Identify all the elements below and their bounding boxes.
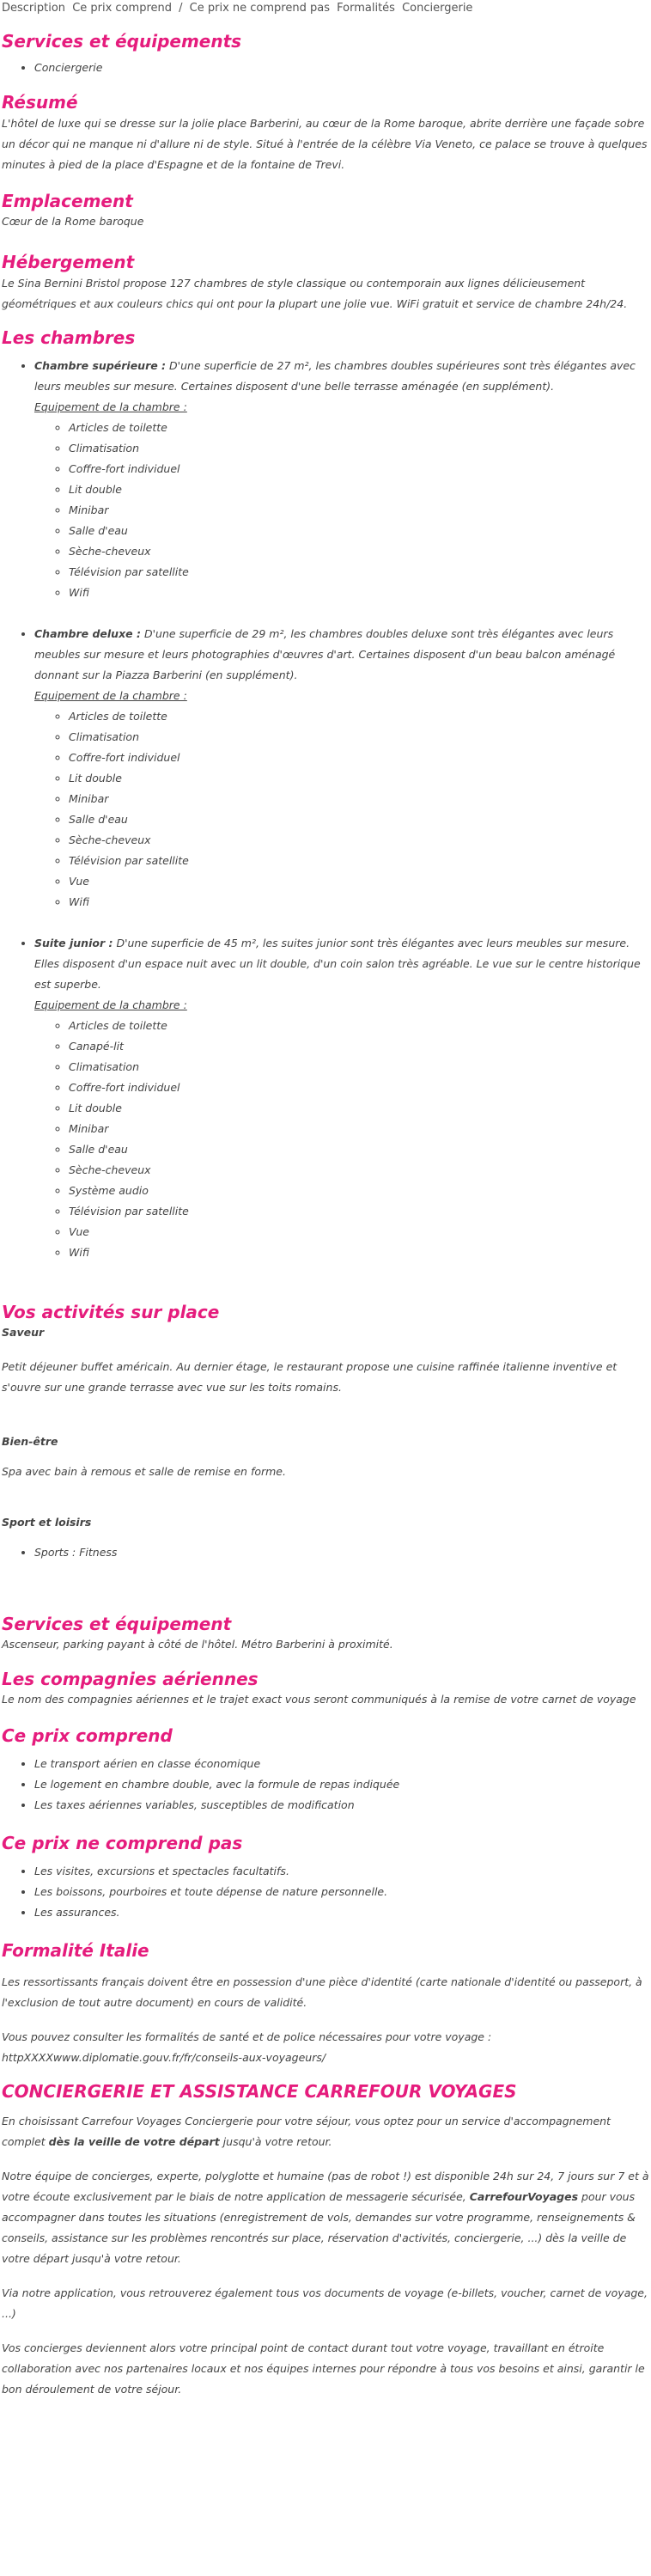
services-bottom-title: Services et équipement [2,1614,232,1634]
bienetre-text: Spa avec bain à remous et salle de remise en forme. [2,1465,286,1478]
room-desc: D'une superficie de 45 m², les suites junior sont très élégantes avec leurs meubles sur mesure. Elles disposent d'un espace nuit avec un lit double, d'un coin salon très agréable. Le vue sur le centre historique est superbe. [34,937,641,991]
equip-list [34,418,651,603]
services-top-list [2,58,651,76]
tab-separator: / [179,2,183,15]
conciergerie-p3: Via notre application, vous retrouverez également tous vos documents de voyage (e-billets, voucher, carnet de voyage, ...) [2,2286,648,2320]
room-name: Suite junior : [34,937,113,949]
list-item: ◦ Télévision par satellite [69,562,651,583]
list-item: ◦ Sèche-cheveux [69,541,651,562]
list-item: ◦ Wifi [69,892,651,913]
compagnies-text: Le nom des compagnies aériennes et le trajet exact vous seront communiqués à la remise de votre carnet de voyage [2,1693,636,1706]
text-span: Notre équipe de concierges, experte, polyglotte et humaine (pas de robot !) est disponible 24h sur 24, 7 jours sur 7 et à votre écoute exclusivement par le biais de notre application de messagerie sécurisée, [2,2170,649,2203]
equip-list [34,1016,651,1263]
tab-ce-prix-ne-comprend-pas[interactable]: Ce prix ne comprend pas [189,2,330,15]
list-item: ◦ Télévision par satellite [69,1201,651,1222]
list-item: • Les visites, excursions et spectacles facultatifs. [34,1861,651,1882]
list-item: ◦ Sèche-cheveux [69,830,651,851]
rooms-list [2,356,651,1263]
conciergerie-p1 [2,2111,651,2152]
resume-title: Résumé [2,92,78,113]
hebergement-title: Hébergement [2,252,135,272]
list-item: ◦ Télévision par satellite [69,851,651,871]
tab-ce-prix-comprend[interactable]: Ce prix comprend [72,2,172,15]
chambres-title: Les chambres [2,327,136,348]
list-item: ◦ Lit double [69,479,651,500]
tab-bar [0,0,651,17]
room-desc: D'une superficie de 29 m², les chambres doubles deluxe sont très élégantes avec leurs meubles sur mesure et leurs photographies d'œuvres d'art. Certaines disposent d'un beau balcon aménagé donnant sur la Piazza Barberini (en supplément). [34,627,616,681]
services-top-title: Services et équipements [2,31,242,52]
list-item: ◦ Minibar [69,500,651,521]
formalite-health-text: Vous pouvez consulter les formalités de santé et de police nécessaires pour votre voyage : [2,2030,492,2043]
list-item: ◦ Coffre-fort individuel [69,748,651,768]
list-item: ◦ Salle d'eau [69,521,651,541]
list-item: ◦ Articles de toilette [69,1016,651,1036]
conciergerie-p4: Vos concierges deviennent alors votre principal point de contact durant tout votre voyage, travaillant en étroite collaboration avec nos partenaires locaux et nos équipes internes pour répondre à tous vos besoins et ainsi, garantir le bon déroulement de votre séjour. [2,2341,645,2396]
bold-span: CarrefourVoyages [469,2190,579,2203]
text-span: pour vous accompagner dans toutes les situations (enregistrement de vols, demandes sur votre programme, renseignements & conseils, assistance sur les problèmes rencontrés sur place, réservation d'activités, conciergerie, ...) dès la veille de votre départ jusqu'à votre retour. [2,2190,636,2265]
list-item: ◦ Articles de toilette [69,418,651,438]
list-item: • Les assurances. [34,1902,651,1923]
sport-list [2,1543,651,1561]
saveur-text: Petit déjeuner buffet américain. Au dernier étage, le restaurant propose une cuisine raffinée italienne inventive et s'ouvre sur une grande terrasse avec vue sur les toits romains. [2,1360,618,1394]
ne-comprend-title: Ce prix ne comprend pas [2,1833,243,1853]
room-name: Chambre deluxe : [34,627,141,640]
list-item: ◦ Lit double [69,1098,651,1119]
list-item: ◦ Minibar [69,789,651,809]
list-item: ◦ Minibar [69,1119,651,1139]
description-content [0,17,651,2400]
room-item-deluxe [34,624,651,933]
conciergerie-p2 [2,2166,651,2269]
tab-conciergerie[interactable]: Conciergerie [402,2,473,15]
list-item: ◦ Vue [69,871,651,892]
list-item: ◦ Climatisation [69,438,651,459]
list-item: ◦ Sèche-cheveux [69,1160,651,1181]
formalite-title: Formalité Italie [2,1940,149,1961]
list-item: ◦ Canapé-lit [69,1036,651,1057]
conciergerie-title: CONCIERGERIE ET ASSISTANCE CARREFOUR VOYAGES [2,2081,517,2102]
list-item: ◦ Salle d'eau [69,1139,651,1160]
list-item: ◦ Wifi [69,1242,651,1263]
comprend-list [2,1754,651,1816]
formalite-link[interactable]: httpXXXXwww.diplomatie.gouv.fr/fr/conseils-aux-voyageurs/ [2,2051,326,2064]
room-item-superieure [34,356,651,624]
emplacement-text: Cœur de la Rome baroque [2,215,144,228]
list-item: ◦ Système audio [69,1181,651,1201]
saveur-title: Saveur [2,1326,45,1339]
list-item: ◦ Salle d'eau [69,809,651,830]
list-item: • Le transport aérien en classe économique [34,1754,651,1774]
room-name: Chambre supérieure : [34,359,167,372]
equip-label: Equipement de la chambre : [34,400,187,413]
ne-comprend-list [2,1861,651,1923]
equip-list [34,706,651,913]
comprend-title: Ce prix comprend [2,1725,173,1746]
list-item: • Le logement en chambre double, avec la formule de repas indiquée [34,1774,651,1795]
compagnies-title: Les compagnies aériennes [2,1669,259,1689]
list-item: ◦ Coffre-fort individuel [69,1077,651,1098]
list-item: ◦ Climatisation [69,727,651,748]
list-item: ◦ Wifi [69,583,651,603]
hebergement-text: Le Sina Bernini Bristol propose 127 chambres de style classique ou contemporain aux lignes délicieusement géométriques et aux couleurs chics qui ont pour la plupart une jolie vue. WiFi gratuit et service de chambre 24h/24. [2,277,628,310]
sport-title: Sport et loisirs [2,1516,92,1529]
bienetre-title: Bien-être [2,1435,58,1448]
services-bottom-text: Ascenseur, parking payant à côté de l'hôtel. Métro Barberini à proximité. [2,1638,393,1651]
room-item-suite-junior [34,933,651,1263]
list-item: ◦ Lit double [69,768,651,789]
equip-label: Equipement de la chambre : [34,689,187,702]
list-item: • Conciergerie [34,58,651,76]
formalite-text: Les ressortissants français doivent être en possession d'une pièce d'identité (carte nationale d'identité ou passeport, à l'exclusion de tout autre document) en cours de validité. [2,1975,642,2009]
list-item: ◦ Vue [69,1222,651,1242]
list-item: ◦ Coffre-fort individuel [69,459,651,479]
bold-span: dès la veille de votre départ [48,2135,220,2148]
list-item: ◦ Articles de toilette [69,706,651,727]
list-item: • Les boissons, pourboires et toute dépense de nature personnelle. [34,1882,651,1902]
emplacement-title: Emplacement [2,191,133,211]
tab-description[interactable]: Description [2,2,66,15]
activites-title: Vos activités sur place [2,1302,220,1322]
equip-label: Equipement de la chambre : [34,998,187,1011]
tab-formalites[interactable]: Formalités [337,2,395,15]
list-item: • Sports : Fitness [34,1543,651,1561]
text-span: En choisissant Carrefour Voyages Conciergerie pour votre séjour, vous optez pour un service d'accompagnement complet [2,2115,611,2148]
list-item: ◦ Climatisation [69,1057,651,1077]
list-item: • Les taxes aériennes variables, susceptibles de modification [34,1795,651,1816]
resume-text: L'hôtel de luxe qui se dresse sur la jolie place Barberini, au cœur de la Rome baroque, abrite derrière une façade sobre un décor qui ne manque ni d'allure ni de style. Situé à l'entrée de la célèbre Via Veneto, ce palace se trouve à quelques minutes à pied de la place d'Espagne et de la fontaine de Trevi. [2,117,648,171]
text-span: jusqu'à votre retour. [219,2135,332,2148]
room-desc: D'une superficie de 27 m², les chambres doubles supérieures sont très élégantes avec leurs meubles sur mesure. Certaines disposent d'une belle terrasse aménagée (en supplément). [34,359,636,393]
